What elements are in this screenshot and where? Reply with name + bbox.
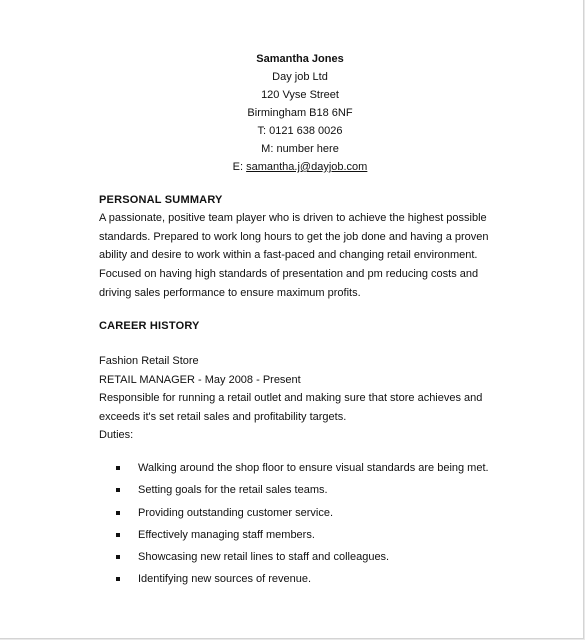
personal-summary-text (99, 209, 499, 303)
summary-line: ability and desire to work within a fast-paced and changing retail environment. (99, 249, 478, 262)
email-link[interactable]: samantha.j@dayjob.com (246, 161, 368, 173)
company-name: Day job Ltd (272, 71, 328, 83)
bullet-icon (116, 555, 120, 559)
summary-line: Focused on having high standards of presentation and pm reducing costs and (99, 268, 479, 281)
duty-item (116, 481, 516, 503)
duties-list (116, 459, 516, 593)
bullet-icon (116, 533, 120, 537)
employer-name: Fashion Retail Store (99, 355, 199, 367)
job-title-dates: RETAIL MANAGER - May 2008 - Present (99, 373, 301, 386)
career-history-heading: CAREER HISTORY (99, 320, 200, 332)
personal-summary-heading: PERSONAL SUMMARY (99, 194, 223, 206)
city-postcode: Birmingham B18 6NF (247, 107, 353, 119)
email-prefix: E: (232, 161, 247, 173)
duty-text: Effectively managing staff members. (138, 528, 315, 541)
contact-block (0, 50, 585, 176)
job-description-line: exceeds it's set retail sales and profitability targets. (99, 410, 347, 423)
summary-line: A passionate, positive team player who is driven to achieve the highest possible (99, 212, 487, 224)
duty-text: Showcasing new retail lines to staff and colleagues. (138, 551, 390, 564)
duty-text: Setting goals for the retail sales teams. (138, 484, 328, 497)
duty-item (116, 526, 516, 548)
telephone-number: T: 0121 638 0026 (257, 125, 343, 137)
duty-item (116, 459, 516, 481)
street-address: 120 Vyse Street (261, 89, 339, 101)
duty-item (116, 570, 516, 592)
summary-line: driving sales performance to ensure maximum profits. (99, 286, 361, 299)
duty-text: Walking around the shop floor to ensure visual standards are being met. (138, 462, 489, 474)
duty-item (116, 504, 516, 526)
bullet-icon (116, 466, 120, 470)
email-line (0, 158, 585, 176)
career-entry (99, 352, 499, 445)
job-description-line: Responsible for running a retail outlet and making sure that store achieves and (99, 392, 483, 404)
candidate-name: Samantha Jones (256, 53, 344, 65)
duty-item (116, 548, 516, 570)
summary-line: standards. Prepared to work long hours to get the job done and having a proven (99, 230, 489, 243)
duty-text: Identifying new sources of revenue. (138, 573, 312, 586)
duties-label: Duties: (99, 429, 134, 441)
bullet-icon (116, 577, 120, 581)
bullet-icon (116, 488, 120, 492)
duty-text: Providing outstanding customer service. (138, 506, 334, 519)
bullet-icon (116, 511, 120, 515)
mobile-number: M: number here (261, 143, 339, 155)
